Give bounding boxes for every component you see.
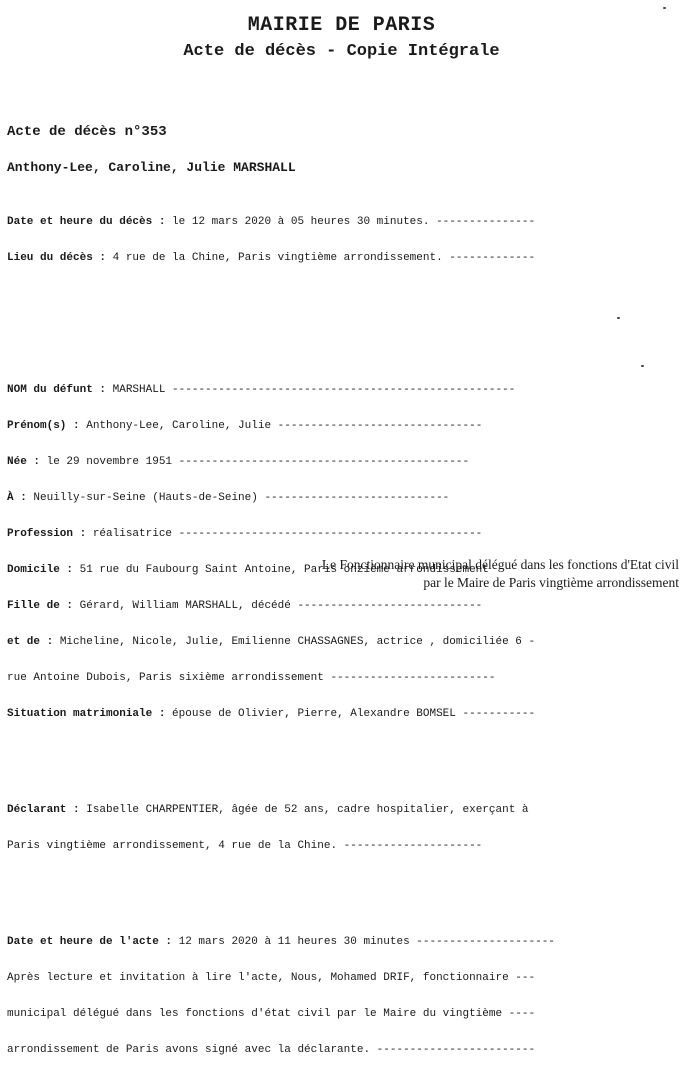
act-text-line-2: municipal délégué dans les fonctions d'état civil par le Maire du vingtième ---- (7, 1008, 536, 1020)
firstnames-label: Prénom(s) : (7, 420, 80, 432)
declarant-label: Déclarant : (7, 804, 80, 816)
marital-label: Situation matrimoniale : (7, 708, 166, 720)
marital-value: épouse de Olivier, Pierre, Alexandre BOMSEL ----------- (165, 708, 536, 720)
surname-label: NOM du défunt : (7, 384, 107, 396)
act-number: Acte de décès n°353 (7, 124, 167, 140)
death-place-value: 4 rue de la Chine, Paris vingtième arrondissement. ------------- (106, 252, 536, 264)
death-place-label: Lieu du décès : (7, 252, 107, 264)
declarant-value: Isabelle CHARPENTIER, âgée de 52 ans, cadre hospitalier, exerçant à (79, 804, 529, 816)
domicile-label: Domicile : (7, 564, 74, 576)
scan-speck (663, 7, 666, 9)
birth-place-value: Neuilly-sur-Seine (Hauts-de-Seine) ---------------------------- (26, 492, 450, 504)
mother-line (7, 636, 607, 648)
mother-address-line (7, 672, 607, 684)
declarant-value-2: Paris vingtième arrondissement, 4 rue de la Chine. --------------------- (7, 840, 483, 852)
signature-line-2: par le Maire de Paris vingtième arrondissement (423, 575, 679, 590)
act-date-value: 12 mars 2020 à 11 heures 30 minutes --------------------- (172, 936, 555, 948)
father-line (7, 600, 607, 612)
profession-line (7, 528, 607, 540)
father-value: Gérard, William MARSHALL, décédé ---------------------------- (73, 600, 483, 612)
scan-speck (641, 365, 644, 367)
mother-label: et de : (7, 636, 54, 648)
firstnames-line (7, 420, 607, 432)
death-date-label: Date et heure du décès : (7, 216, 166, 228)
mother-address-value: rue Antoine Dubois, Paris sixième arrondissement ------------------------- (7, 672, 496, 684)
birth-date-value: le 29 novembre 1951 -------------------------------------------- (40, 456, 470, 468)
page-title: MAIRIE DE PARIS (247, 14, 436, 37)
document-body (7, 192, 607, 1068)
mother-value: Micheline, Nicole, Julie, Emilienne CHASSAGNES, actrice , domiciliée 6 - (53, 636, 536, 648)
scan-speck (617, 317, 620, 319)
signature-line-1: Le Fonctionnaire municipal délégué dans les fonctions d'Etat civil (321, 557, 679, 572)
marital-line (7, 708, 607, 720)
act-date-line (7, 936, 607, 948)
act-text-line-3: arrondissement de Paris avons signé avec la déclarante. ------------------------ (7, 1044, 536, 1056)
birth-place-line (7, 492, 607, 504)
act-date-label: Date et heure de l'acte : (7, 936, 173, 948)
declarant-line-2 (7, 840, 607, 852)
act-text-line-1: Après lecture et invitation à lire l'acte, Nous, Mohamed DRIF, fonctionnaire --- (7, 972, 536, 984)
birth-place-label: À : (7, 492, 27, 504)
page-subtitle: Acte de décès - Copie Intégrale (183, 42, 500, 61)
death-date-value: le 12 mars 2020 à 05 heures 30 minutes. --------------- (165, 216, 536, 228)
birth-date-line (7, 456, 607, 468)
profession-value: réalisatrice ---------------------------------------------- (86, 528, 483, 540)
birth-date-label: Née : (7, 456, 41, 468)
deceased-full-name: Anthony-Lee, Caroline, Julie MARSHALL (7, 160, 296, 175)
signature-block (322, 556, 679, 592)
profession-label: Profession : (7, 528, 87, 540)
declarant-line (7, 804, 607, 816)
death-date-line (7, 216, 607, 228)
death-place-line (7, 252, 607, 264)
domicile-value: 51 rue du Faubourg Saint Antoine, Paris onzième arrondissement (73, 564, 489, 576)
father-label: Fille de : (7, 600, 74, 612)
surname-line (7, 384, 607, 396)
firstnames-value: Anthony-Lee, Caroline, Julie ------------------------------- (79, 420, 483, 432)
surname-value: MARSHALL ---------------------------------------------------- (106, 384, 516, 396)
